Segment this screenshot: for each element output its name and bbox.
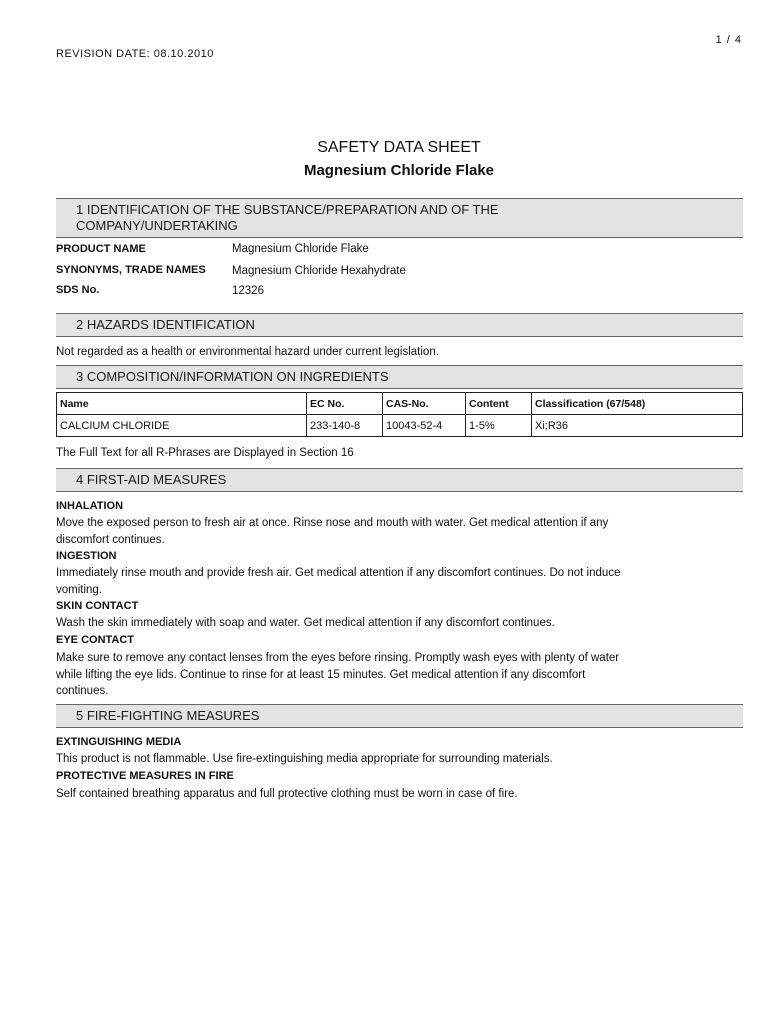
eye-contact-heading: EYE CONTACT: [56, 634, 135, 646]
text-line: continues.: [56, 685, 109, 697]
column-header: Content: [466, 393, 532, 415]
text-line: Wash the skin immediately with soap and water. Get medical attention if any discomfort continues.: [56, 617, 555, 629]
text-line: Make sure to remove any contact lenses from the eyes before rinsing. Promptly wash eyes with plenty of water: [56, 652, 620, 664]
table-cell: Xi;R36: [532, 415, 743, 437]
skin-contact-heading: SKIN CONTACT: [56, 600, 139, 612]
revision-date: REVISION DATE: 08.10.2010: [56, 48, 214, 60]
text-line: This product is not flammable. Use fire-extinguishing media appropriate for surrounding materials.: [56, 753, 553, 765]
text-line: Self contained breathing apparatus and full protective clothing must be worn in case of fire.: [56, 788, 518, 800]
section-3-heading: 3 COMPOSITION/INFORMATION ON INGREDIENTS: [56, 365, 743, 389]
section-1-heading-line1: 1 IDENTIFICATION OF THE SUBSTANCE/PREPARATION AND OF THE: [76, 202, 499, 217]
ingestion-heading: INGESTION: [56, 550, 117, 562]
column-header: Classification (67/548): [532, 393, 743, 415]
composition-table: [56, 392, 743, 437]
table-cell: 233-140-8: [307, 415, 383, 437]
section-5-heading: 5 FIRE-FIGHTING MEASURES: [56, 704, 743, 728]
synonyms-value: Magnesium Chloride Hexahydrate: [232, 265, 406, 277]
product-name-value: Magnesium Chloride Flake: [232, 243, 369, 255]
text-line: Move the exposed person to fresh air at once. Rinse nose and mouth with water. Get medical attention if any: [56, 517, 609, 529]
inhalation-heading: INHALATION: [56, 500, 124, 512]
table-cell: CALCIUM CHLORIDE: [57, 415, 307, 437]
column-header: CAS-No.: [383, 393, 466, 415]
synonyms-label: SYNONYMS, TRADE NAMES: [56, 264, 206, 276]
table-cell: 1-5%: [466, 415, 532, 437]
column-header: Name: [57, 393, 307, 415]
product-name-label: PRODUCT NAME: [56, 243, 146, 255]
page-number: 1 / 4: [715, 34, 742, 46]
text-line: vomiting.: [56, 583, 103, 596]
sds-number-value: 12326: [232, 285, 264, 297]
section-1-heading: [56, 198, 743, 238]
table-row: [57, 415, 743, 437]
r-phrases-note: The Full Text for all R-Phrases are Displayed in Section 16: [56, 447, 354, 459]
inhalation-text: [56, 515, 742, 548]
eye-contact-text: [56, 650, 742, 700]
product-subtitle: Magnesium Chloride Flake: [303, 162, 495, 179]
text-line: Immediately rinse mouth and provide fresh air. Get medical attention if any discomfort continues. Do not induce: [56, 567, 621, 579]
extinguishing-media-text: [56, 751, 742, 768]
ingestion-text: [56, 565, 742, 598]
table-cell: 10043-52-4: [383, 415, 466, 437]
column-header: EC No.: [307, 393, 383, 415]
protective-measures-text: [56, 786, 742, 803]
document-title: SAFETY DATA SHEET: [317, 139, 481, 156]
text-line: while lifting the eye lids. Continue to rinse for at least 15 minutes. Get medical attention if any discomfort: [56, 668, 586, 681]
skin-contact-text: [56, 615, 742, 632]
protective-measures-heading: PROTECTIVE MEASURES IN FIRE: [56, 770, 234, 782]
extinguishing-media-heading: EXTINGUISHING MEDIA: [56, 736, 182, 748]
hazards-text: Not regarded as a health or environmental hazard under current legislation.: [56, 346, 439, 358]
sds-number-label: SDS No.: [56, 284, 100, 296]
section-1-heading-line2: COMPANY/UNDERTAKING: [76, 218, 238, 233]
section-2-heading: 2 HAZARDS IDENTIFICATION: [56, 313, 743, 337]
section-4-heading: 4 FIRST-AID MEASURES: [56, 468, 743, 492]
text-line: discomfort continues.: [56, 533, 165, 546]
table-header-row: [57, 393, 743, 415]
